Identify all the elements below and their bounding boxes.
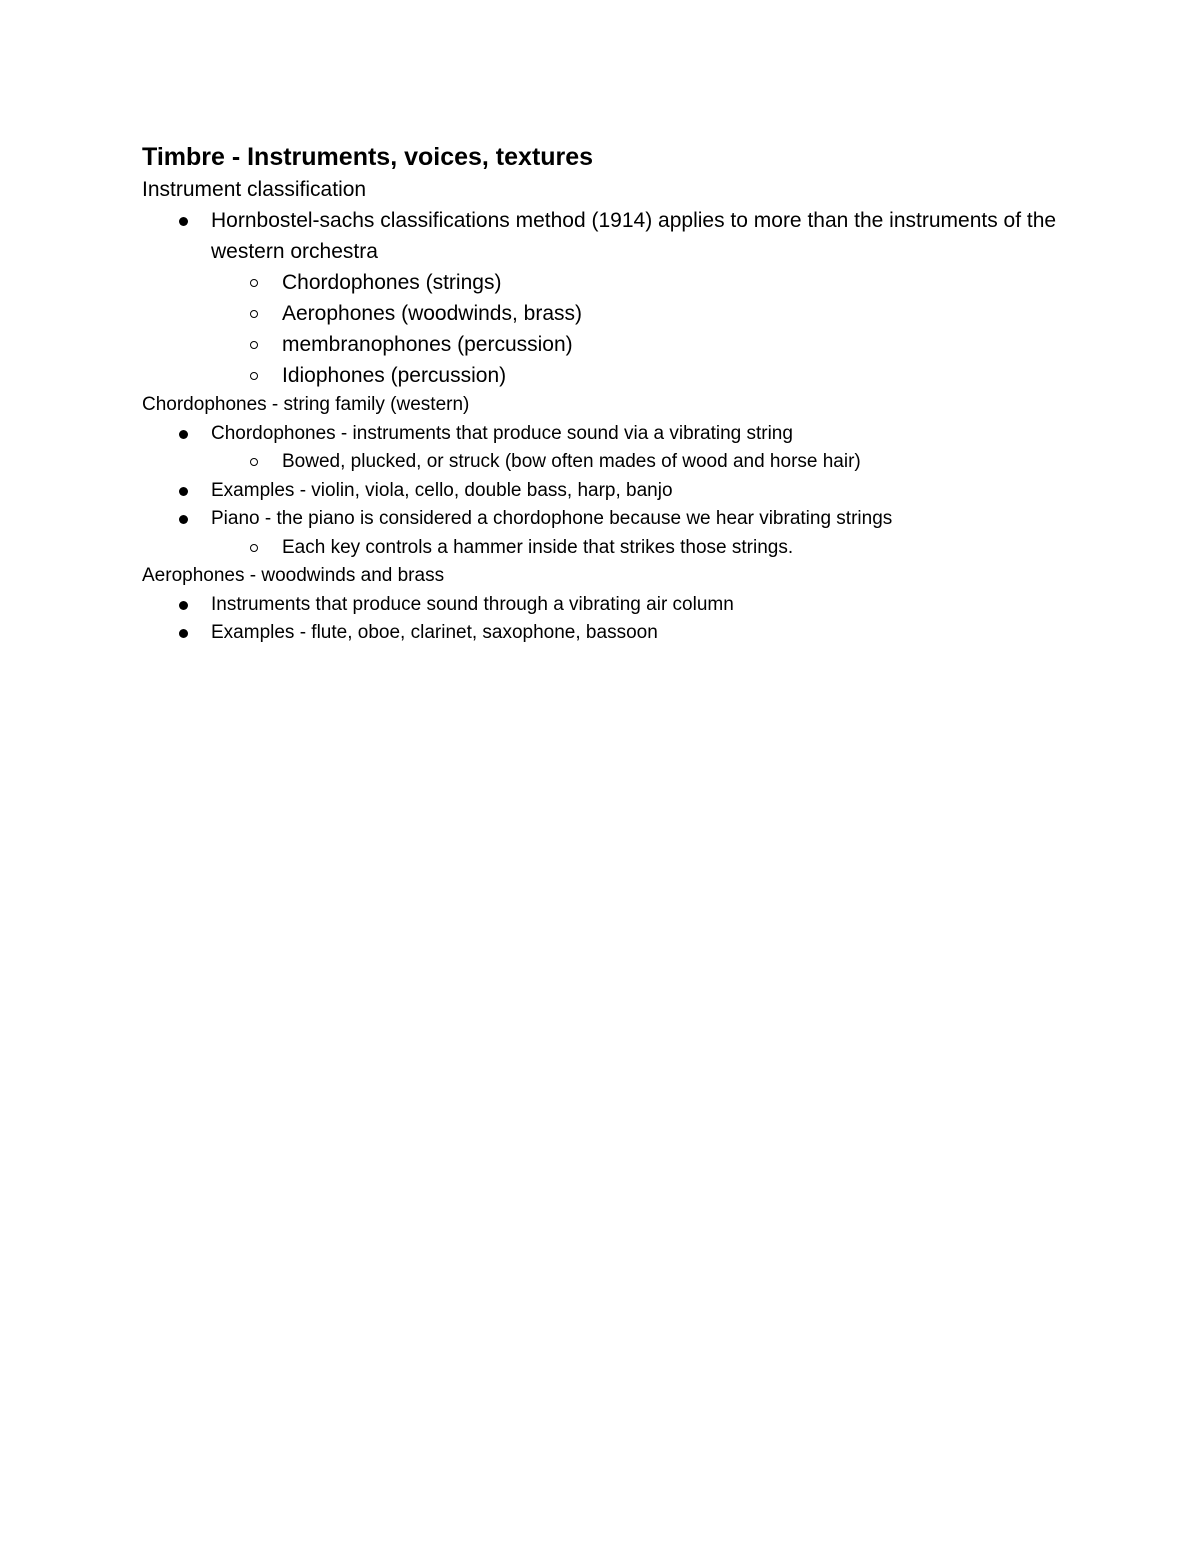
sub-bullet-item: Aerophones (woodwinds, brass) — [142, 298, 1102, 329]
sub-bullet-item: Idiophones (percussion) — [142, 360, 1102, 391]
section-heading: Aerophones - woodwinds and brass — [142, 565, 445, 586]
sub-bullet-item: Chordophones (strings) — [142, 267, 1102, 298]
bullet-item: Piano - the piano is considered a chordophone because we hear vibrating strings — [142, 505, 1102, 534]
section-heading: Instrument classification — [142, 178, 367, 201]
bullet-item: Examples - flute, oboe, clarinet, saxophone, bassoon — [142, 619, 1102, 648]
bullet-item: Examples - violin, viola, cello, double bass, harp, banjo — [142, 477, 1102, 506]
bullet-item: Chordophones - instruments that produce sound via a vibrating string — [142, 420, 1102, 449]
sub-bullet-item: Bowed, plucked, or struck (bow often mades of wood and horse hair) — [142, 448, 1102, 477]
section-aerophones — [142, 562, 1102, 648]
section-heading: Chordophones - string family (western) — [142, 394, 470, 415]
bullet-list — [142, 420, 1102, 563]
bullet-item: Hornbostel-sachs classifications method (1914) applies to more than the instruments of the western orchestra — [142, 205, 1102, 267]
bullet-list — [142, 591, 1102, 648]
section-chordophones — [142, 391, 1102, 562]
bullet-list — [142, 205, 1102, 391]
section-instrument-classification — [142, 174, 1102, 391]
sub-bullet-item: membranophones (percussion) — [142, 329, 1102, 360]
bullet-item: Instruments that produce sound through a vibrating air column — [142, 591, 1102, 620]
document-title: Timbre - Instruments, voices, textures — [142, 143, 594, 171]
sub-bullet-item: Each key controls a hammer inside that strikes those strings. — [142, 534, 1102, 563]
document-page — [142, 140, 1102, 648]
